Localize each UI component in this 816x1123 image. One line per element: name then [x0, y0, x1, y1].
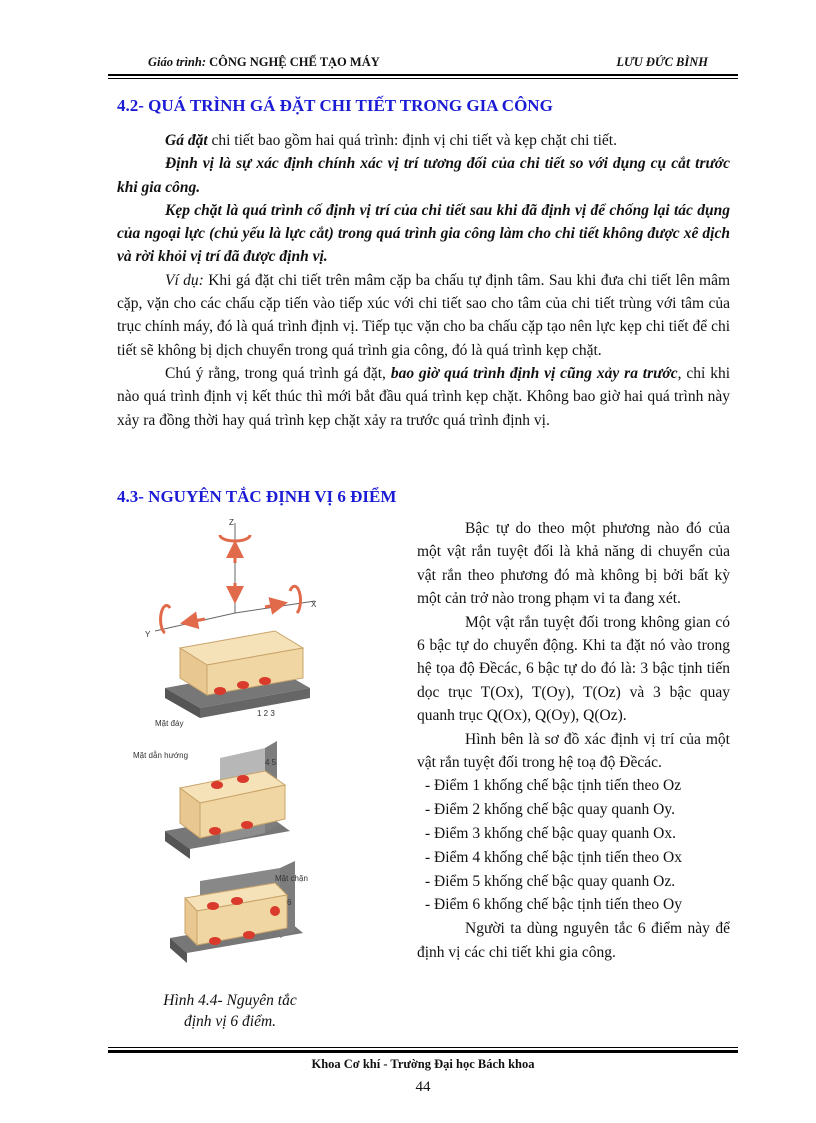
paragraph: Định vị là sự xác định chính xác vị trí tương đối của chi tiết so với dụng cụ cắt trước khi gia công. [117, 155, 730, 196]
block-bottom-face [165, 631, 310, 718]
section-heading-4-2: 4.2- QUÁ TRÌNH GÁ ĐẶT CHI TIẾT TRONG GIA CÔNG [117, 96, 553, 115]
figure-caption: Hình 4.4- Nguyên tắc định vị 6 điểm. [163, 992, 297, 1030]
axis-label-y: Y [145, 630, 151, 639]
label-mat-dan-huong: Mặt dẫn hướng [133, 751, 189, 760]
footer-rule [108, 1050, 738, 1053]
axis-label-z: Z [229, 518, 234, 527]
footer-rule-thin [108, 1047, 738, 1048]
paragraph: Kẹp chặt là quá trình cố định vị trí của chi tiết sau khi đã định vị để chống lại tác dụng của ngoại lực (chủ yếu là lực cắt) trong quá trình gia công làm cho chi tiết không được xê dịch và rời khỏi vị trí đã được định vị. [117, 201, 730, 266]
paragraph: Hình bên là sơ đồ xác định vị trí của một vật rắn tuyệt đối trong hệ toạ độ Đềcác. [417, 730, 730, 772]
label-pins-123: 1 2 3 [257, 709, 275, 718]
list-item: - Điểm 6 khống chế bậc tịnh tiến theo Oy [425, 896, 682, 914]
list-item: - Điểm 4 khống chế bậc tịnh tiến theo Ox [425, 848, 682, 866]
page-header [108, 55, 738, 73]
coordinate-axes [155, 523, 315, 631]
section-heading-4-3: 4.3- NGUYÊN TẮC ĐỊNH VỊ 6 ĐIỂM [117, 487, 397, 506]
list-item: - Điểm 1 khống chế bậc tịnh tiến theo Oz [425, 777, 682, 795]
section-body-4-3 [417, 517, 730, 964]
list-item: - Điểm 3 khống chế bậc quay quanh Ox. [425, 825, 676, 843]
page-number: 44 [415, 1079, 431, 1095]
footer-institution: Khoa Cơ khí - Trường Đại học Bách khoa [311, 1057, 535, 1071]
label-pins-45: 4 5 [265, 758, 277, 767]
freedom-arrows [161, 535, 301, 633]
label-mat-chan: Mặt chặn [275, 874, 308, 883]
paragraph: Chú ý rằng, trong quá trình gá đặt, bao giờ quá trình định vị cũng xảy ra trước, chỉ khi nào quá trình định vị kết thúc thì mới bắt đầu quá trình kẹp chặt. Không bao giờ hai quá trình này xảy ra đồng thời hay quá trình kẹp chặt xảy ra trước quá trình định vị. [117, 364, 731, 429]
list-item: - Điểm 5 khống chế bậc quay quanh Oz. [425, 872, 676, 890]
paragraph: Gá đặt chi tiết bao gồm hai quá trình: định vị chi tiết và kẹp chặt chi tiết. [165, 132, 617, 149]
header-author: LƯU ĐỨC BÌNH [616, 55, 708, 69]
header-course: Giáo trình: CÔNG NGHỆ CHẾ TẠO MÁY [148, 55, 380, 69]
paragraph: Bậc tự do theo một phương nào đó của một vật rắn tuyệt đối là khả năng di chuyển của vật rắn theo phương đó mà không bị bởi bất kỳ một cản trở nào trong phạm vi ta đang xét. [417, 520, 730, 608]
paragraph: Một vật rắn tuyệt đối trong không gian có 6 bậc tự do chuyển động. Khi ta đặt nó vào trong hệ tọa độ Đềcác, 6 bậc tự do đó là: 3 bậc tịnh tiến dọc trục T(Ox), T(Oy), T(Oz) và 3 bậc quay quanh trục Q(Ox), Q(Oy), Q(Oz). [417, 613, 730, 725]
six-point-locating-figure [125, 513, 375, 988]
header-rule-thin [108, 78, 738, 79]
paragraph: Người ta dùng nguyên tắc 6 điểm này để định vị các chi tiết khi gia công. [417, 920, 730, 961]
section-body-4-2 [117, 129, 730, 432]
label-pin-6: 6 [287, 898, 292, 907]
label-mat-day: Mặt đáy [155, 719, 184, 728]
paragraph: Ví dụ: Khi gá đặt chi tiết trên mâm cặp ba chấu tự định tâm. Sau khi đưa chi tiết lên mâm cặp, vặn cho các chấu cặp tiến vào tiếp xúc với chi tiết sao cho tâm của chi tiết trùng với tâm của trục chính máy, đó là quá trình định vị. Tiếp tục vặn cho ba chấu cặp tạo nên lực kẹp chi tiết để chi tiết sẽ không bị dịch chuyển trong quá trình gia công, đó là quá trình kẹp chặt. [117, 271, 731, 359]
list-item: - Điểm 2 khống chế bậc quay quanh Oy. [425, 801, 675, 819]
header-rule [108, 74, 738, 76]
axis-label-x: X [311, 600, 317, 609]
